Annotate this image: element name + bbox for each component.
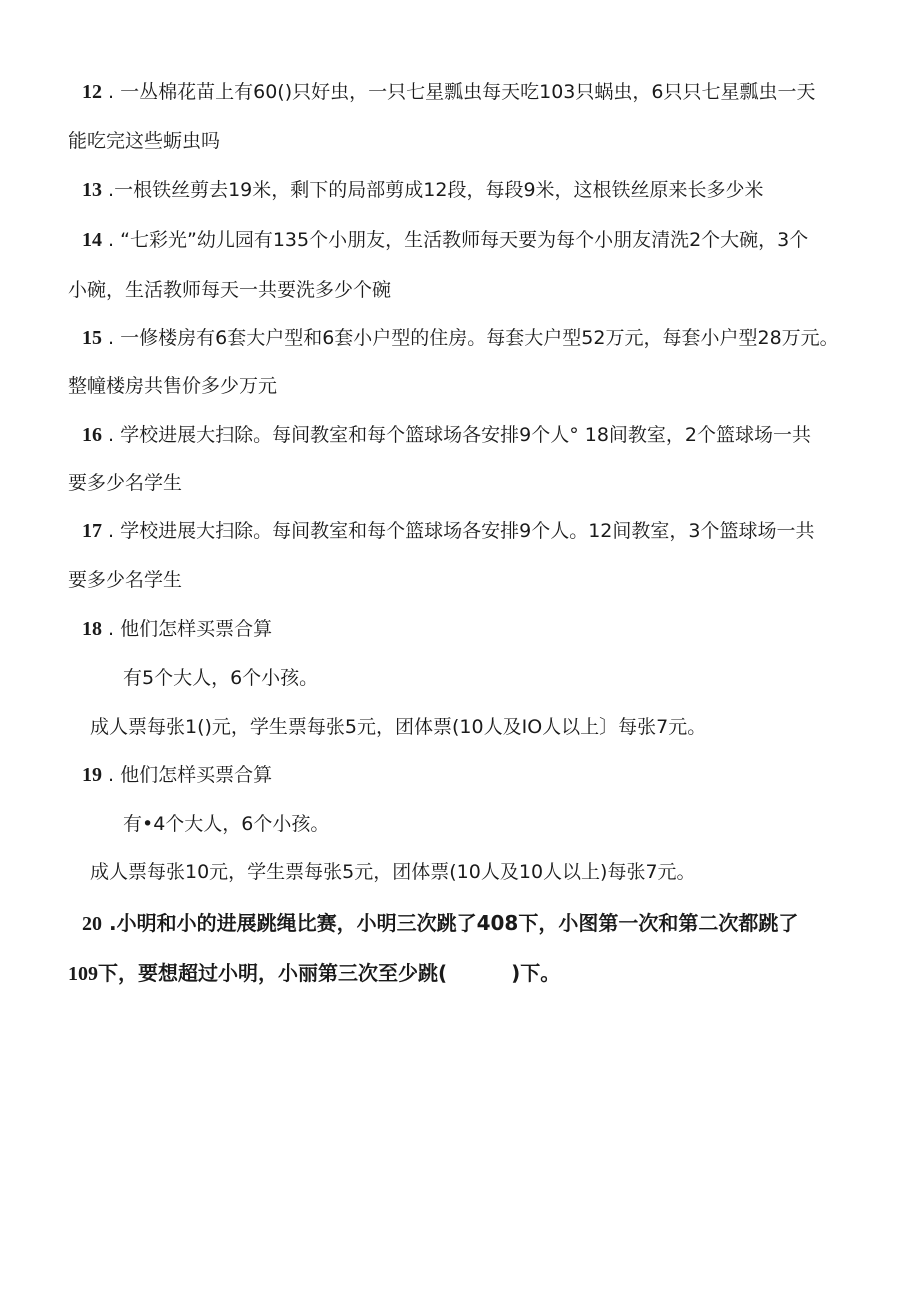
question-number: 16: [82, 424, 102, 446]
question-text: . 他们怎样买票合算: [108, 618, 273, 640]
question-15: [82, 325, 839, 351]
question-text-a: 下，要想超过小明，小丽第三次至少跳(: [98, 961, 448, 985]
question-text: .小明和小的进展跳绳比赛，小明三次跳了408下，小图第一次和第二次都跳了: [108, 911, 799, 935]
question-text: .一根铁丝剪去19米，剩下的局部剪成12段，每段9米，这根铁丝原来长多少米: [108, 179, 764, 201]
question-number: 12: [82, 81, 102, 103]
question-19-people: 有•4个大人，6个小孩。: [123, 813, 330, 835]
question-17: [82, 518, 814, 544]
question-text: . 学校进展大扫除。每间教室和每个篮球场各安排9个人° 18间教室，2个篮球场一共: [108, 424, 812, 446]
question-text: . “七彩光”幼儿园有135个小朋友，生活教师每天要为每个小朋友清洗2个大碗，3个: [108, 229, 809, 251]
question-14: [82, 227, 808, 253]
question-17-continuation: 要多少名学生: [68, 569, 183, 591]
question-18-people: 有5个大人，6个小孩。: [123, 667, 319, 689]
question-12: [82, 79, 815, 105]
question-number: 15: [82, 327, 102, 349]
question-number: 17: [82, 520, 102, 542]
question-number: 20: [82, 913, 102, 935]
question-text: . 一丛棉花苗上有60()只好虫，一只七星瓢虫每天吃103只蜗虫，6只只七星瓢虫一天: [108, 81, 816, 103]
question-15-continuation: 整幢楼房共售价多少万元: [68, 375, 278, 397]
question-number: 13: [82, 179, 102, 201]
question-19-prices: 成人票每张10元，学生票每张5元，团体票(10人及10人以上)每张7元。: [90, 861, 696, 883]
question-12-continuation: 能吃完这些蛎虫吗: [68, 130, 221, 152]
question-number-inline: 109: [68, 963, 98, 985]
question-number: 18: [82, 618, 102, 640]
question-18: [82, 616, 272, 642]
question-16: [82, 422, 811, 448]
question-20-continuation: [68, 960, 560, 987]
question-13: [82, 177, 764, 203]
question-number: 14: [82, 229, 102, 251]
question-text: . 他们怎样买票合算: [108, 764, 273, 786]
question-18-prices: 成人票每张1()元，学生票每张5元，团体票(10人及IO人以上〕每张7元。: [90, 716, 707, 738]
question-20: [82, 910, 798, 937]
question-text: . 一修楼房有6套大户型和6套小户型的住房。每套大户型52万元，每套小户型28万元。: [108, 327, 839, 349]
question-text: . 学校进展大扫除。每间教室和每个篮球场各安排9个人。12间教室，3个篮球场一共: [108, 520, 815, 542]
question-19: [82, 762, 272, 788]
question-text-b: )下。: [511, 961, 561, 985]
question-number: 19: [82, 764, 102, 786]
question-14-continuation: 小碗，生活教师每天一共要洗多少个碗: [68, 279, 392, 301]
question-16-continuation: 要多少名学生: [68, 472, 183, 494]
